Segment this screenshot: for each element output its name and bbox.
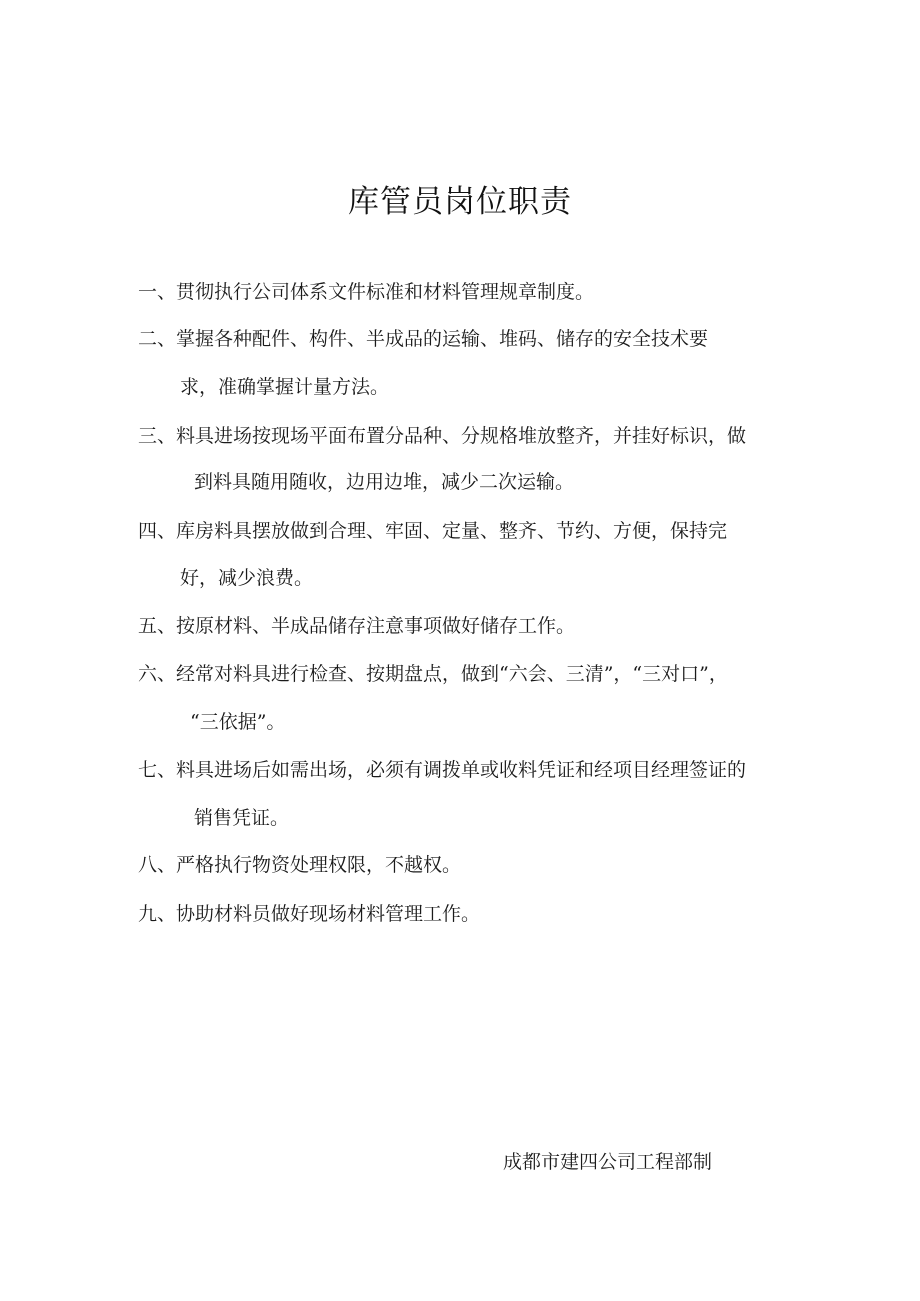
duty-item-4: 四、库房料具摆放做到合理、牢固、定量、整齐、节约、方便，保持完 bbox=[138, 520, 728, 542]
duty-item-1: 一、贯彻执行公司体系文件标准和材料管理规章制度。 bbox=[138, 281, 595, 303]
duty-item-2-continuation: 求，准确掌握计量方法。 bbox=[180, 376, 390, 398]
page-title: 库管员岗位职责 bbox=[348, 184, 572, 220]
duty-item-2: 二、掌握各种配件、构件、半成品的运输、堆码、储存的安全技术要 bbox=[138, 328, 709, 350]
issuer-signature: 成都市建四公司工程部制 bbox=[503, 1151, 713, 1173]
duty-item-6: 六、经常对料具进行检查、按期盘点，做到“六会、三清”，“三对口”， bbox=[138, 663, 728, 685]
duty-item-7-continuation: 销售凭证。 bbox=[194, 807, 290, 829]
duty-item-3-continuation: 到料具随用随收，边用边堆，减少二次运输。 bbox=[194, 471, 575, 493]
duty-item-8: 八、严格执行物资处理权限，不越权。 bbox=[138, 854, 462, 876]
duty-item-7: 七、料具进场后如需出场，必须有调拨单或收料凭证和经项目经理签证的 bbox=[138, 759, 747, 781]
duty-item-4-continuation: 好，减少浪费。 bbox=[180, 567, 314, 589]
duty-item-9: 九、协助材料员做好现场材料管理工作。 bbox=[138, 903, 481, 925]
duty-item-6-continuation: “三依据”。 bbox=[190, 711, 286, 733]
duty-item-3: 三、料具进场按现场平面布置分品种、分规格堆放整齐，并挂好标识，做 bbox=[138, 425, 747, 447]
duty-item-5: 五、按原材料、半成品储存注意事项做好储存工作。 bbox=[138, 615, 576, 637]
